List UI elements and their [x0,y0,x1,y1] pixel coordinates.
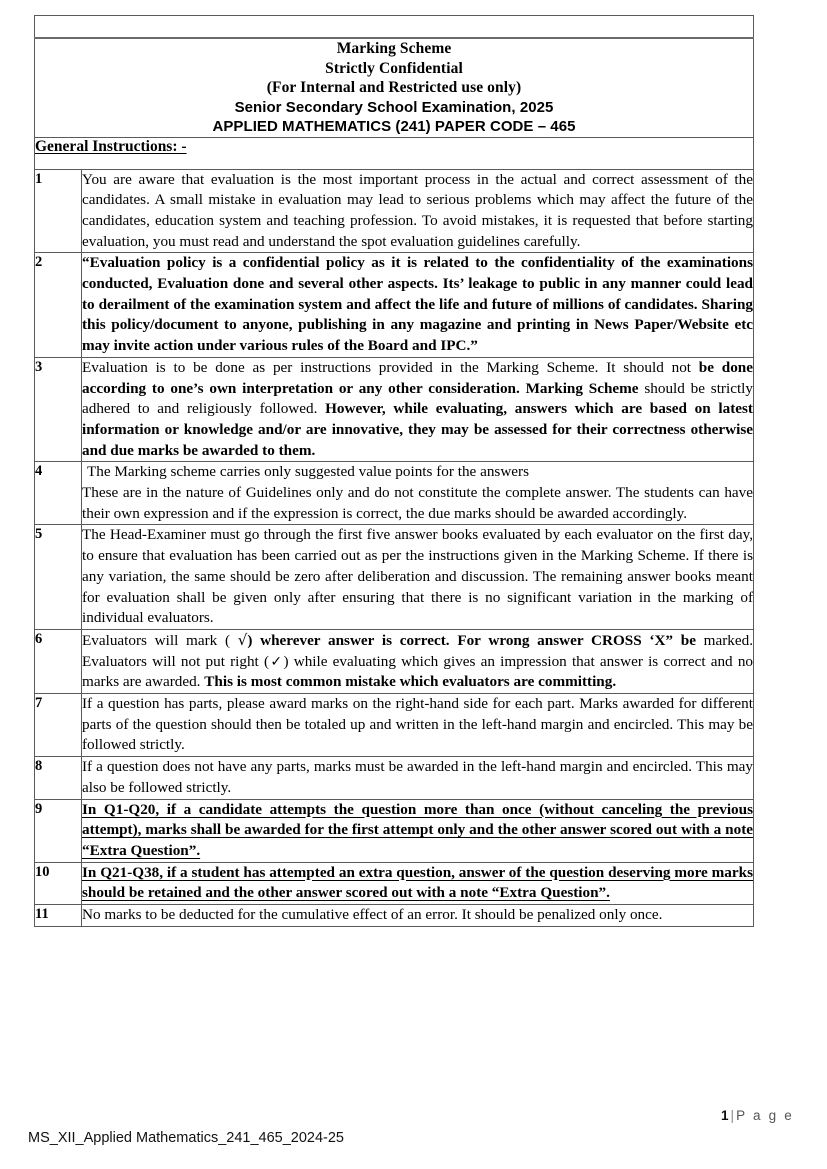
header-title-examination: Senior Secondary School Examination, 2025 [234,98,554,116]
header-block [35,38,754,137]
instruction-text: If a question does not have any parts, marks must be awarded in the left-hand margin and encircled. This may also be followed strictly. [82,758,753,796]
row-content [82,799,754,862]
row-number: 7 [35,694,82,757]
header-row [35,38,754,137]
row-content [82,525,754,630]
check-mark-icon: ✓ [269,653,284,670]
footer-file-reference: MS_XII_Applied Mathematics_241_465_2024-25 [28,1130,344,1146]
page-number-indicator [721,1108,794,1123]
table-row [35,253,754,358]
instructions-table [34,15,754,927]
row-number: 3 [35,357,82,462]
instruction-text: “Evaluation policy is a confidential policy as it is related to the confidentiality of the examinations conducted, Evaluation done and several other aspects. Its’ leakage to public in any manner could lead to derailment of the examination system and affect the life and future of millions of candidates. Sharing this policy/document to anyone, publishing in any magazine and printing in News Paper/Website etc may invite action under various rules of the Board and IPC.” [82,254,753,355]
row-number: 6 [35,629,82,693]
text-segment-regular: Evaluation is to be done as per instructions provided in the Marking Scheme. It should not [82,358,699,376]
page-number-label: P a g e [736,1108,794,1123]
row-content [82,169,754,253]
table-row [35,694,754,757]
text-segment-regular: ) [247,631,261,649]
row-content [82,757,754,799]
row-number: 9 [35,799,82,862]
row-number: 10 [35,862,82,904]
instruction-text: No marks to be deducted for the cumulative effect of an error. It should be penalized only once. [82,906,663,924]
instruction-text [82,630,753,693]
instruction-text: You are aware that evaluation is the most important process in the actual and correct assessment of the candidates. A small mistake in evaluation may lead to serious problems which may affect the future of the candidates, education system and teaching profession. To avoid mistakes, it is requested that before starting evaluation, you must read and understand the spot evaluation guidelines carefully. [82,170,753,250]
row-content [82,694,754,757]
text-segment-regular: marked. Evaluators will not put right ( [82,631,754,670]
general-instructions-cell [35,137,754,169]
header-title-strictly-confidential: Strictly Confidential [325,59,463,77]
text-segment-bold: be done according to one’s own interpretation or any other consideration. Marking Scheme [82,358,753,397]
row-number: 8 [35,757,82,799]
general-instructions-row [35,137,754,169]
header-title-internal-use: (For Internal and Restricted use only) [266,79,522,96]
table-row [35,629,754,693]
table-row [35,799,754,862]
text-segment-bold: wherever answer is correct. For wrong answer CROSS ‘X” be [260,631,696,649]
text-segment-bold: However, while evaluating, answers which are based on latest information or knowledge and/or are innovative, they may be assessed for their correctness otherwise and due marks be awarded to them. [82,400,753,459]
row-content [82,629,754,693]
spacer-cell [35,16,754,39]
table-row [35,462,754,525]
text-segment-bold: This is most common mistake which evaluators are committing. [204,673,617,691]
text-segment-regular: Evaluators will mark ( [82,631,238,649]
instruction-text-line2: These are in the nature of Guidelines only and do not constitute the complete answer. The students can have their own expression and if the expression is correct, the due marks should be awarded accordingly. [82,484,753,522]
square-root-icon: √ [237,630,248,649]
row-number: 2 [35,253,82,358]
row-content [82,253,754,358]
text-segment-regular: should be strictly adhered to and religiously followed. [82,379,753,418]
instruction-text: If a question has parts, please award marks on the right-hand side for each part. Marks awarded for different parts of the question should then be totaled up and written in the left-hand margin and encircled. This may be followed strictly. [82,695,753,754]
header-title-subject-code: APPLIED MATHEMATICS (241) PAPER CODE – 465 [212,118,576,135]
row-number: 11 [35,905,82,927]
instruction-text-line1: The Marking scheme carries only suggested value points for the answers [87,463,529,481]
page-number-separator: | [730,1108,735,1123]
row-content [82,357,754,462]
page-number-value: 1 [721,1108,729,1123]
instruction-text: In Q21-Q38, if a student has attempted an extra question, answer of the question deserving more marks should be retained and the other answer scored out with a note “Extra Question”. [82,863,753,902]
row-content [82,862,754,904]
table-row [35,757,754,799]
instruction-text: In Q1-Q20, if a candidate attempts the question more than once (without canceling the previous attempt), marks shall be awarded for the first attempt only and the other answer scored out with a note “Extra Question”. [82,800,753,859]
general-instructions-label: General Instructions: - [35,137,187,155]
table-row [35,169,754,253]
row-number: 4 [35,462,82,525]
instruction-text: The Head-Examiner must go through the first five answer books evaluated by each evaluator on the first day, to ensure that evaluation has been carried out as per the instructions given in the Marking Scheme. If there is any variation, the same should be zero after deliberation and discussion. The remaining answer books meant for evaluation shall be given only after ensuring that there is no significant variation in the marking of individual evaluators. [82,526,753,627]
table-spacer-row [35,16,754,39]
header-title-marking-scheme: Marking Scheme [336,40,452,57]
instruction-text [82,358,753,462]
table-row [35,862,754,904]
row-content [82,462,754,525]
row-number: 1 [35,169,82,253]
row-number: 5 [35,525,82,630]
text-segment-regular: ) while evaluating which gives an impression that answer is correct and no marks are awarded. [82,652,754,691]
table-row [35,525,754,630]
table-row [35,905,754,927]
table-row [35,357,754,462]
row-content [82,905,754,927]
page-footer [0,1100,827,1169]
